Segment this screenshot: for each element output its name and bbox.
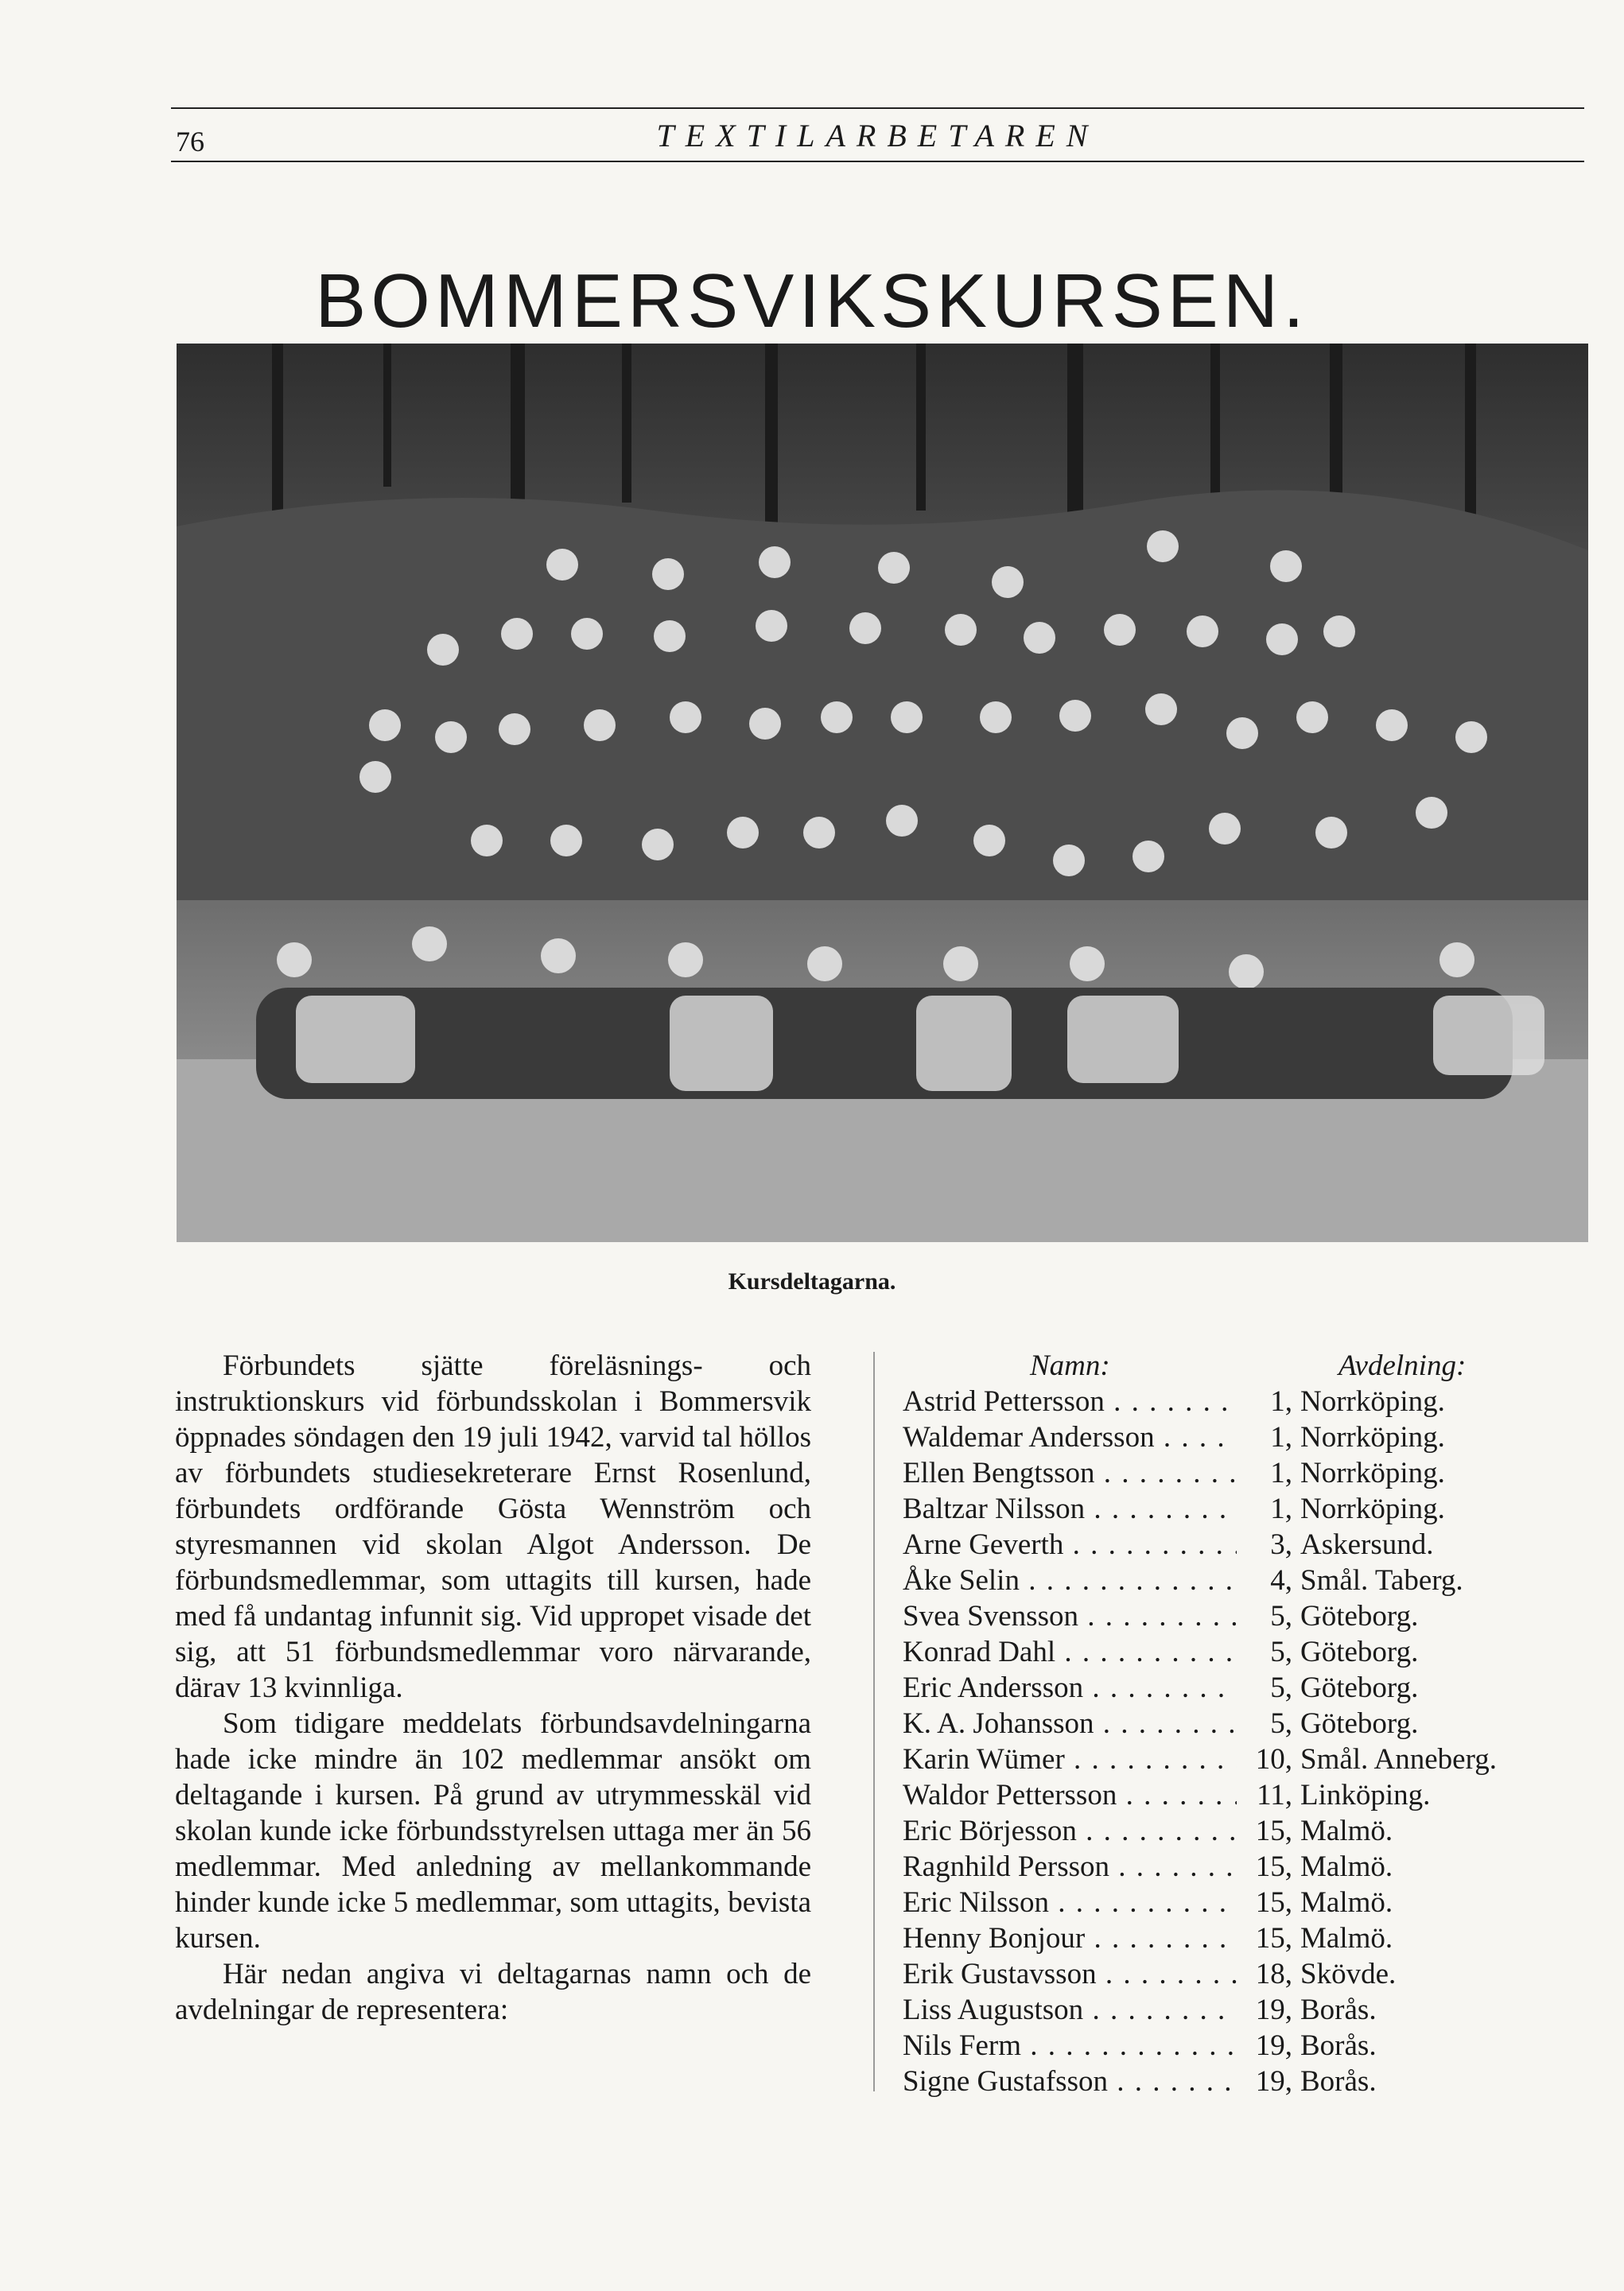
column-divider (873, 1352, 875, 2091)
department-number: 1, (1270, 1493, 1292, 1525)
participant-row (903, 1742, 1595, 1777)
participant-name: Arne Geverth . . . (903, 1527, 1237, 1563)
participant-row (903, 1634, 1595, 1670)
department-number: 15, (1255, 1886, 1292, 1919)
article-body (175, 1348, 811, 2028)
participant-row (903, 1992, 1595, 2028)
participant-row (903, 1527, 1595, 1563)
department-number: 5, (1270, 1707, 1292, 1740)
participant-row (903, 2028, 1595, 2064)
participant-name: Eric Börjesson . . . (903, 1813, 1237, 1849)
participant-name: Waldemar Andersson . . . (903, 1419, 1237, 1455)
participant-name: K. A. Johansson . . . (903, 1706, 1237, 1742)
participant-row (903, 1956, 1595, 1992)
department-name: Malmö. (1300, 1850, 1393, 1883)
department-name: Smål. Taberg. (1300, 1564, 1463, 1597)
department-number: 3, (1270, 1528, 1292, 1561)
participant-row (903, 1598, 1595, 1634)
participant-row (903, 1849, 1595, 1885)
article-paragraph: Förbundets sjätte föreläsnings- och instruktionskurs vid förbundsskolan i Bommersvik öppnades söndagen den 19 juli 1942, varvid tal höllos av förbundets studiesekreterare Ernst Rosenlund, förbundets ordförande Gösta Wennström och styresmannen vid skolan Algot Andersson. De förbundsmedlemmar, som uttagits till kursen, hade med få undantag infunnit sig. Vid uppropet visade det sig, att 51 förbundsmedlemmar voro närvarande, därav 13 kvinnliga. (175, 1349, 811, 1704)
participant-name: Signe Gustafsson . . . (903, 2064, 1237, 2099)
department-name: Malmö. (1300, 1886, 1393, 1919)
department-number: 19, (1255, 1994, 1292, 2026)
participant-name: Erik Gustavsson . . . (903, 1956, 1237, 1992)
participant-row (903, 1885, 1595, 1920)
participant-name: Karin Wümer . . . (903, 1742, 1237, 1777)
photo-caption: Kursdeltagarna. (728, 1268, 896, 1295)
participant-name: Baltzar Nilsson . . . (903, 1491, 1237, 1527)
participant-name: Ragnhild Persson . . . (903, 1849, 1237, 1885)
participant-row (903, 1670, 1595, 1706)
participant-name: Waldor Pettersson . . . (903, 1777, 1237, 1813)
department-name: Göteborg. (1300, 1672, 1419, 1704)
department-number: 15, (1255, 1850, 1292, 1883)
department-name: Norrköping. (1300, 1493, 1445, 1525)
article-paragraph: Som tidigare meddelats förbundsavdelningarna hade icke mindre än 102 medlemmar ansökt om deltagande i kursen. På grund av utrymmesskäl vid skolan kunde icke förbundsstyrelsen uttaga mer än 56 medlemmar. Med anledning av mellankommande hinder kunde icke 5 medlemmar, som uttagits, bevista kursen. (175, 1707, 811, 1955)
participant-name: Liss Augustson . . . (903, 1992, 1237, 2028)
participant-name: Konrad Dahl . . . (903, 1634, 1237, 1670)
department-column-header: Avdelning: (1338, 1349, 1467, 1382)
journal-title: TEXTILARBETAREN (656, 118, 1099, 153)
participant-row (903, 1455, 1595, 1491)
department-number: 15, (1255, 1815, 1292, 1847)
department-number: 4, (1270, 1564, 1292, 1597)
participant-row (903, 1706, 1595, 1742)
group-photo-image (177, 344, 1588, 1242)
department-number: 5, (1270, 1672, 1292, 1704)
department-name: Borås. (1300, 2029, 1377, 2062)
participant-row (903, 1419, 1595, 1455)
department-name: Borås. (1300, 2065, 1377, 2098)
participant-list (903, 1348, 1595, 2099)
participant-name: Åke Selin . . . (903, 1563, 1237, 1598)
participant-row (903, 1777, 1595, 1813)
participant-row (903, 1563, 1595, 1598)
department-name: Malmö. (1300, 1922, 1393, 1955)
page-header (171, 107, 1584, 162)
department-number: 15, (1255, 1922, 1292, 1955)
participant-list-header (903, 1348, 1595, 1384)
group-photo (177, 344, 1588, 1242)
department-name: Norrköping. (1300, 1457, 1445, 1489)
participant-name: Astrid Pettersson . . . (903, 1384, 1237, 1419)
department-name: Norrköping. (1300, 1385, 1445, 1418)
department-number: 1, (1270, 1421, 1292, 1454)
name-column-header: Namn: (1030, 1349, 1110, 1382)
participant-name: Eric Andersson . . . (903, 1670, 1237, 1706)
participant-row (903, 2064, 1595, 2099)
article-paragraph: Här nedan angiva vi deltagarnas namn och de avdelningar de representera: (175, 1958, 811, 2026)
participant-row (903, 1920, 1595, 1956)
department-number: 19, (1255, 2065, 1292, 2098)
participant-name: Ellen Bengtsson . . . (903, 1455, 1237, 1491)
department-name: Smål. Anneberg. (1300, 1743, 1497, 1776)
department-name: Askersund. (1300, 1528, 1434, 1561)
department-name: Linköping. (1300, 1779, 1431, 1811)
participant-name: Eric Nilsson . . . (903, 1885, 1237, 1920)
department-number: 5, (1270, 1600, 1292, 1633)
participant-row (903, 1813, 1595, 1849)
department-number: 10, (1255, 1743, 1292, 1776)
participant-name: Henny Bonjour . . . (903, 1920, 1237, 1956)
department-name: Borås. (1300, 1994, 1377, 2026)
department-number: 19, (1255, 2029, 1292, 2062)
participant-rows (903, 1384, 1595, 2099)
department-name: Skövde. (1300, 1958, 1397, 1990)
article-title: BOMMERSVIKSKURSEN. (315, 258, 1309, 344)
page-number: 76 (176, 126, 204, 157)
department-number: 1, (1270, 1457, 1292, 1489)
participant-name: Nils Ferm . . . (903, 2028, 1237, 2064)
department-name: Göteborg. (1300, 1600, 1419, 1633)
participant-row (903, 1384, 1595, 1419)
department-name: Göteborg. (1300, 1636, 1419, 1668)
participant-row (903, 1491, 1595, 1527)
participant-name: Svea Svensson . . . (903, 1598, 1237, 1634)
department-number: 1, (1270, 1385, 1292, 1418)
department-name: Malmö. (1300, 1815, 1393, 1847)
department-name: Norrköping. (1300, 1421, 1445, 1454)
department-number: 18, (1255, 1958, 1292, 1990)
department-name: Göteborg. (1300, 1707, 1419, 1740)
department-number: 11, (1257, 1779, 1292, 1811)
department-number: 5, (1270, 1636, 1292, 1668)
